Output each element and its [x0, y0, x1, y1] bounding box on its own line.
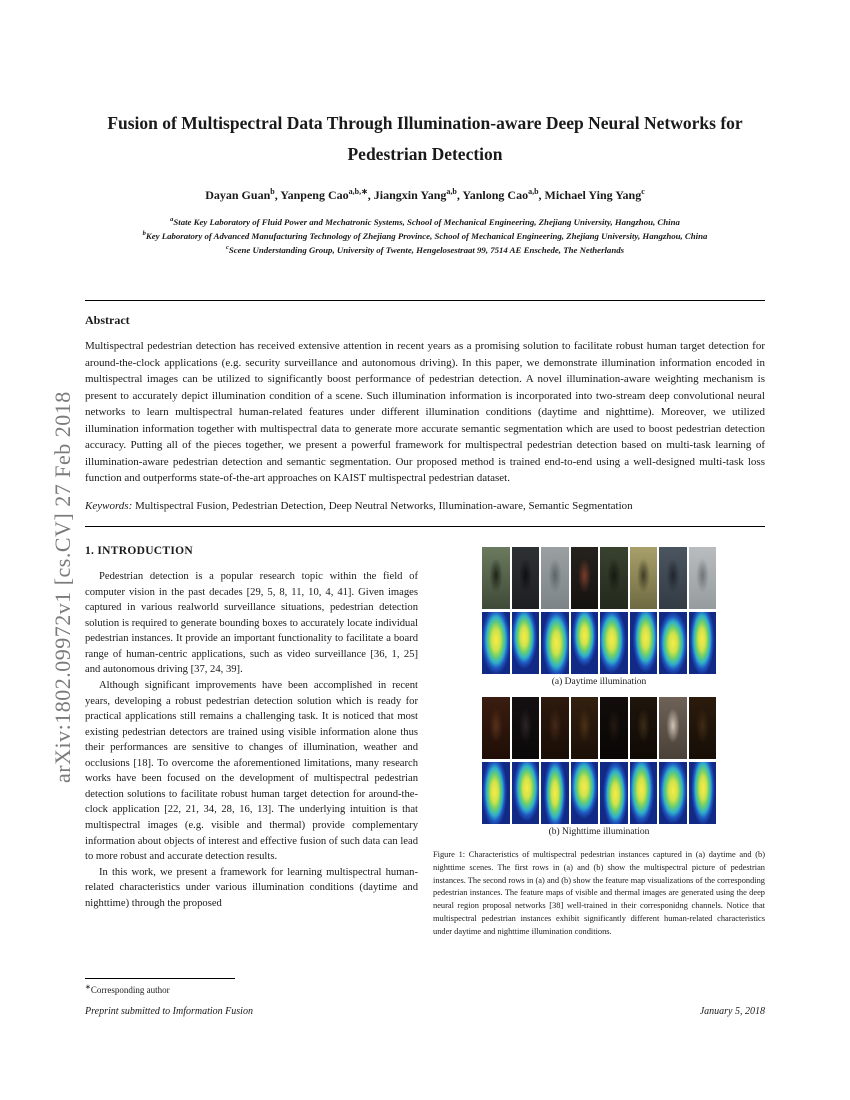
feature-map-cell [571, 612, 599, 674]
intro-paragraph: In this work, we present a framework for learning multispectral human-related characteristics under various illumination conditions (daytime and nighttime) through the proposed [85, 866, 418, 909]
feature-map-cell [482, 612, 510, 674]
author-affiliation-marker: a,b [528, 187, 539, 196]
footnote-corresponding-author [85, 978, 418, 995]
intro-paragraph: Pedestrian detection is a popular research topic within the field of computer vision in the past decades [29, 5, 8, 11, 10, 4, 41]. Given images captured in various realworld surveillance situations, pedestrian detection solution is required to generate bounding boxes to accurately locate individual pedestrian instances. It provide an important functionality to facilitate a board range of human-centric applications, such as video surveillance [36, 1, 25] and autonomous driving [37, 24, 39]. [85, 571, 418, 676]
feature-map-cell [571, 762, 599, 824]
pedestrian-photo-cell [541, 697, 569, 759]
feature-map-cell [630, 612, 658, 674]
affiliations [85, 215, 765, 257]
pedestrian-photo-cell [512, 547, 540, 609]
feature-map-cell [689, 612, 717, 674]
feature-map-cell [512, 612, 540, 674]
introduction-paragraphs [85, 569, 418, 911]
footnote-rule [85, 978, 235, 979]
footnote-text: Corresponding author [90, 985, 170, 995]
pedestrian-photo-cell [541, 547, 569, 609]
pedestrian-photo-cell [571, 697, 599, 759]
pedestrian-photo-cell [600, 697, 628, 759]
pedestrian-photo-cell [659, 547, 687, 609]
pedestrian-photo-cell [571, 547, 599, 609]
keywords-line [85, 500, 765, 512]
paper-title: Fusion of Multispectral Data Through Illumination-aware Deep Neural Networks for Pedestrian Detection [107, 113, 743, 164]
figure-photo-row-daytime [482, 547, 716, 609]
pedestrian-photo-cell [689, 697, 717, 759]
author-affiliation-marker: c [641, 187, 645, 196]
intro-paragraph: Although significant improvements have been accomplished in recent years, developing a robust pedestrian detection solution which is ready for practical applications still remains a challenging task. It is noticed that most existing pedestrian detectors are trained using visible information alone thus their performances are sensitive to changes of illumination, weather and occlusions [18]. To overcome the aforementioned limitations, many research works have been focused on the development of multispectral pedestrian detection solutions to facilitate robust human target detection for around-the-clock application [22, 21, 34, 28, 16, 13]. The underlying intuition is that multispectral images (e.g. visible and thermal) provide complementary information about objects of interest and effective fusion of such data can lead to more robust and accurate detection results. [85, 679, 418, 863]
feature-map-cell [600, 762, 628, 824]
keywords-label: Keywords: [85, 499, 133, 512]
author-affiliation-marker: b [270, 187, 275, 196]
author-affiliation-marker: a,b [446, 187, 457, 196]
pedestrian-photo-cell [600, 547, 628, 609]
left-column [85, 545, 418, 911]
figure-sublabel-daytime: (a) Daytime illumination [551, 677, 647, 687]
figure-sublabel-nighttime: (b) Nighttime illumination [548, 827, 650, 837]
figure-heatmap-row-nighttime [482, 762, 716, 824]
figure-1-caption: Figure 1: Characteristics of multispectral pedestrian instances captured in (a) daytime and (b) nighttime scenes. The first rows in (a) and (b) show the multispectral picture of pedestrian instances. The second rows in (a) and (b) show the feature map visualizations of the corresponding pedestrian instances. The feature maps of visible and thermal images are generated using the deep neural region proposal networks [38] well-trained in their corresponidng channels. Notice that multispectral pedestrian instances exhibit significantly different human-related characteristics under daytime and nighttime illumination conditions. [433, 850, 765, 936]
arxiv-watermark: arXiv:1802.09972v1 [cs.CV] 27 Feb 2018 [50, 391, 75, 783]
feature-map-cell [512, 762, 540, 824]
section-heading-introduction: 1. INTRODUCTION [85, 545, 194, 557]
feature-map-cell [659, 762, 687, 824]
footer-journal: Preprint submitted to Imformation Fusion [85, 1006, 253, 1017]
author-affiliation-marker: a,b,∗ [348, 187, 368, 196]
keywords-text: Multispectral Fusion, Pedestrian Detection, Deep Neutral Networks, Illumination-aware, Semantic Segmentation [135, 499, 633, 512]
pedestrian-photo-cell [630, 697, 658, 759]
pedestrian-photo-cell [512, 697, 540, 759]
feature-map-cell [541, 612, 569, 674]
feature-map-cell [482, 762, 510, 824]
footer-date: January 5, 2018 [699, 1006, 765, 1017]
abstract-text: Multispectral pedestrian detection has received extensive attention in recent years as a promising solution to facilitate robust human target detection for around-the-clock applications (e.g. security surveillance and autonomous driving). In this paper, we demonstrate illumination information encoded in multispectral images can be utilized to significantly boost performance of pedestrian detection. A novel illumination-aware weighting mechanism is present to accurately depict illumination condition of a scene. Such illumination information is incorporated into two-stream deep convolutional neural networks to learn multispectral human-related features under different illumination conditions (daytime and nighttime). Moreover, we utilized illumination information together with multispectral data to generate more accurate semantic segmentation which are used to boost pedestrian detection accuracy. Putting all of the pieces together, we present a powerful framework for multispectral pedestrian detection based on multi-task learning of illumination-aware pedestrian detection and semantic segmentation. Our proposed method is trained end-to-end using a well-designed multi-task loss function and outperforms state-of-the-art approaches on KAIST multispectral pedestrian dataset. [85, 340, 765, 484]
feature-map-cell [630, 762, 658, 824]
pedestrian-photo-cell [482, 697, 510, 759]
figure-photo-row-nighttime [482, 697, 716, 759]
affiliation-line: $^a$State Key Laboratory of Fluid Power and Mechatronic Systems, School of Mechanical Engineering, Zhejiang University, Hangzhou, China [170, 216, 680, 227]
feature-map-cell [541, 762, 569, 824]
affiliation-line: $^c$Scene Understanding Group, University of Twente, Hengelosestraat 99, 7514 AE Enschede, The Netherlands [225, 244, 625, 256]
pedestrian-photo-cell [482, 547, 510, 609]
pedestrian-photo-cell [689, 547, 717, 609]
figure-heatmap-row-daytime [482, 612, 716, 674]
abstract-heading: Abstract [85, 313, 130, 327]
figure-1 [482, 547, 716, 837]
pedestrian-photo-cell [630, 547, 658, 609]
footnote-marker: ∗ [85, 983, 91, 991]
authors-line: Dayan Guan$^b$, Yanpeng Cao$^{a,b,∗}$, Jiangxin Yang$^{a,b}$, Yanlong Cao$^{a,b}$, Michael Ying Yang$^c$ [205, 187, 645, 202]
affiliation-line: $^b$Key Laboratory of Advanced Manufacturing Technology of Zhejiang Province, School of Mechanical Engineering, Zhejiang University, Hangzhou, China [142, 230, 708, 242]
feature-map-cell [600, 612, 628, 674]
feature-map-cell [659, 612, 687, 674]
page-footer [85, 1006, 765, 1017]
pedestrian-photo-cell [659, 697, 687, 759]
feature-map-cell [689, 762, 717, 824]
right-column [433, 545, 765, 947]
abstract-section [85, 300, 765, 527]
